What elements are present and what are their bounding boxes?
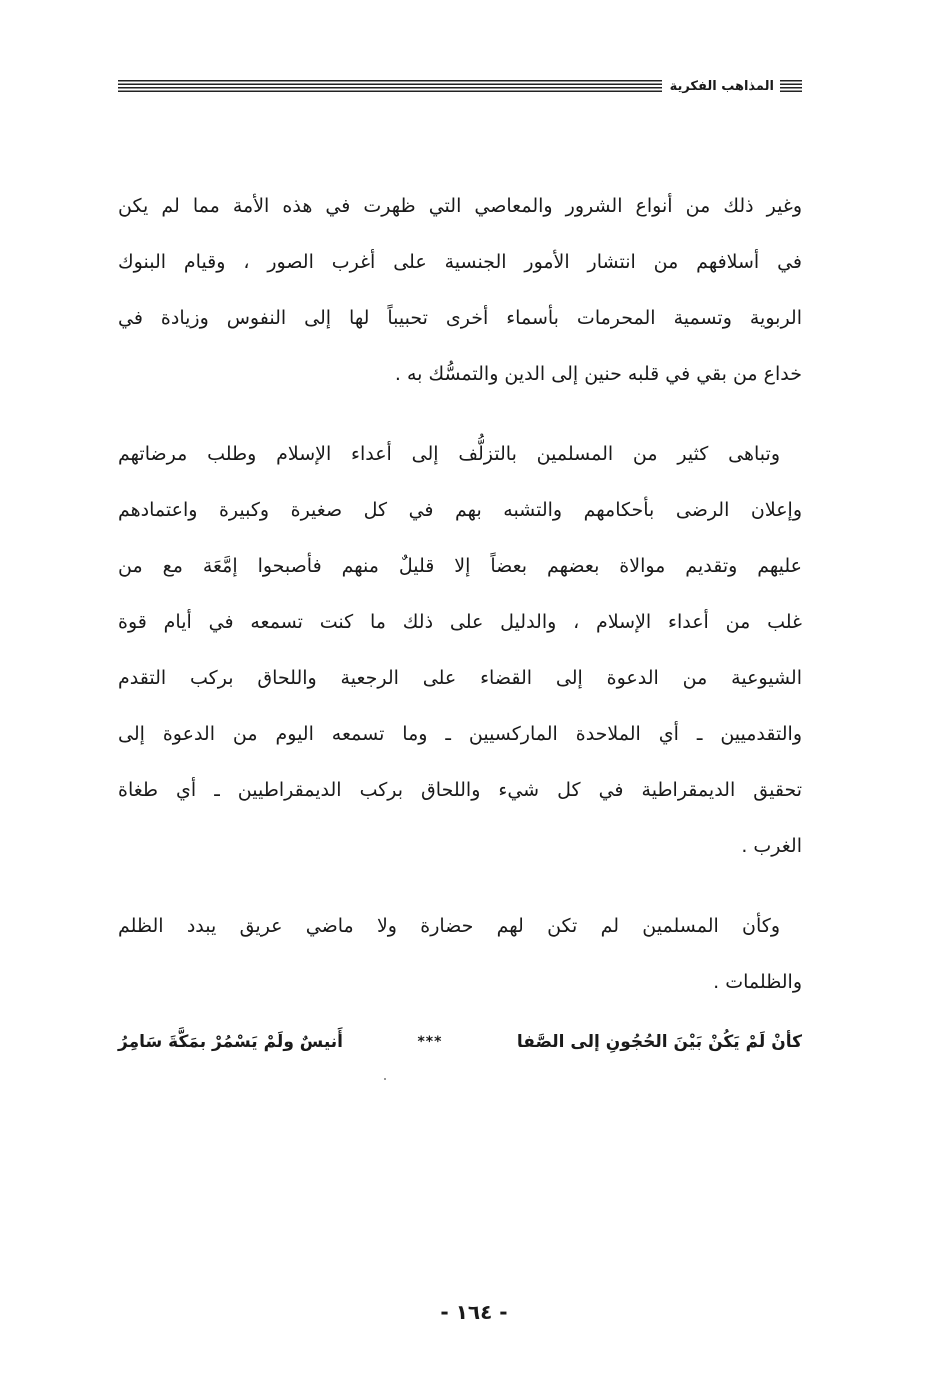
text-line: عليهم وتقديم موالاة بعضهم بعضاً إلا قليلٌ منهم فأصبحوا إمَّعَة مع من: [118, 555, 802, 577]
header-title: المذاهب الفكرية: [669, 79, 774, 94]
text-line: وغير ذلك من أنواع الشرور والمعاصي التي ظهرت في هذه الأمة مما لم يكن: [118, 195, 802, 217]
page-body: [118, 178, 802, 1062]
text-line: والتقدميين ـ أي الملاحدة الماركسيين ـ وما تسمعه اليوم من الدعوة إلى: [118, 723, 802, 745]
verse-separator: ***: [417, 1034, 443, 1050]
text-line: تحقيق الديمقراطية في كل شيء واللحاق بركب الديمقراطيين ـ أي طغاة: [118, 779, 802, 801]
text-line: وإعلان الرضى بأحكامهم والتشبه بهم في كل صغيرة وكبيرة واعتمادهم: [118, 499, 802, 521]
paragraph-3: [118, 898, 802, 1010]
text-line: غلب من أعداء الإسلام ، والدليل على ذلك ما كنت تسمعه في أيام قوة: [118, 611, 802, 633]
text-line: وكأن المسلمين لم تكن لهم حضارة ولا ماضي عريق يبدد الظلم: [118, 915, 780, 937]
text-line: الربوية وتسمية المحرمات بأسماء أخرى تحبيباً لها إلى النفوس وزيادة في: [118, 307, 802, 329]
paragraph-gap: [118, 874, 802, 898]
paragraph-2: [118, 426, 802, 874]
verse-second-hemistich: أَنيسٌ ولَمْ يَسْمُرْ بمَكَّةَ سَامِرُ: [118, 1032, 343, 1052]
text-line: والظلمات .: [713, 971, 802, 993]
header-rule-right: [780, 80, 802, 94]
text-line: الشيوعية من الدعوة إلى القضاء على الرجعية واللحاق بركب التقدم: [118, 667, 802, 689]
verse-first-hemistich: كأنْ لَمْ يَكُنْ بَيْنَ الحُجُونِ إلى الصَّفا: [516, 1032, 802, 1052]
text-line: خداع من بقي في قلبه حنين إلى الدين والتمسُّك به .: [394, 363, 802, 385]
page-number: - ١٦٤ -: [440, 1300, 508, 1324]
paragraph-gap: [118, 402, 802, 426]
text-line: الغرب .: [741, 835, 802, 857]
header-rule-left: [118, 80, 662, 94]
text-line: وتباهى كثير من المسلمين بالتزلُّف إلى أعداء الإسلام وطلب مرضاتهم: [118, 443, 780, 465]
paragraph-1: [118, 178, 802, 402]
text-line: في أسلافهم من انتشار الأمور الجنسية على أغرب الصور ، وقيام البنوك: [118, 251, 802, 273]
speck-mark: [384, 1078, 386, 1080]
running-header: [118, 76, 802, 98]
poetry-verse: [118, 1022, 802, 1062]
